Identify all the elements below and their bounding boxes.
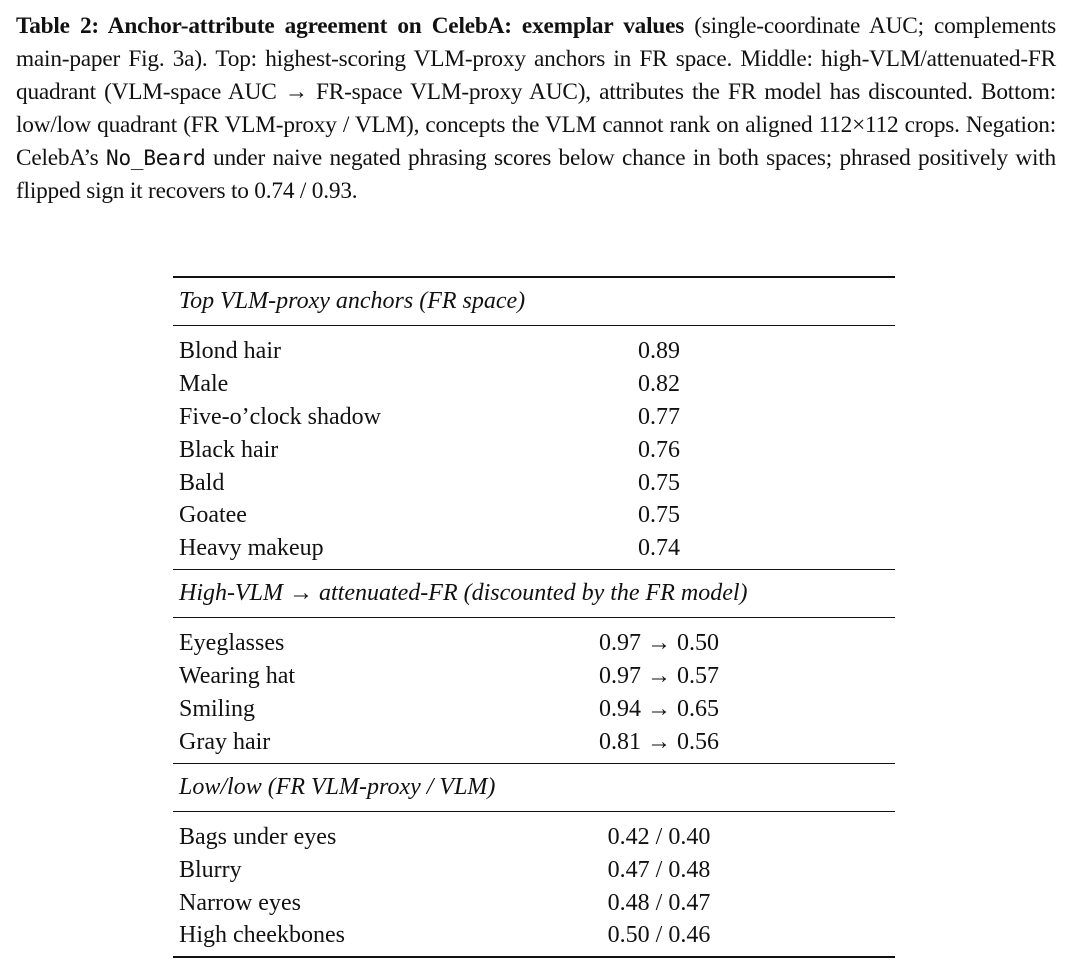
table-row bbox=[173, 532, 895, 565]
caption-body: (single-coordinate AUC; complements main-paper Fig. 3a). Top: highest-scoring VLM-proxy anchors in FR space. Middle: high-VLM/attenuated-FR quadrant (VLM-space AUC → FR-space VLM-proxy AUC), attributes the FR model has discounted. Bottom: low/low quadrant (FR VLM-proxy / VLM), concepts the VLM cannot rank on aligned 112×112 crops. Negation: CelebA’s bbox=[16, 13, 1056, 171]
table-row bbox=[173, 726, 895, 759]
table-row bbox=[173, 335, 895, 368]
attribute-value: 0.75 bbox=[638, 469, 680, 496]
attribute-name: Blond hair bbox=[179, 338, 281, 364]
attribute-name: Wearing hat bbox=[179, 663, 296, 690]
table-row bbox=[173, 660, 895, 693]
section-rows bbox=[173, 812, 895, 957]
section-header: Low/low (FR VLM-proxy / VLM) bbox=[179, 773, 496, 800]
caption-code: No_Beard bbox=[106, 146, 206, 170]
attribute-value: 0.97 → 0.57 bbox=[599, 663, 719, 690]
attribute-name: Goatee bbox=[179, 502, 247, 529]
attribute-value: 0.81 → 0.56 bbox=[599, 728, 719, 755]
table-row bbox=[173, 467, 895, 500]
section-header: Top VLM-proxy anchors (FR space) bbox=[179, 288, 526, 314]
attribute-value: 0.74 bbox=[638, 535, 680, 562]
attribute-value: 0.82 bbox=[638, 370, 680, 397]
table-bottom-rule bbox=[173, 956, 895, 958]
attribute-name: Narrow eyes bbox=[179, 889, 301, 916]
table-row bbox=[173, 401, 895, 434]
caption-title: Table 2: Anchor-attribute agreement on CelebA: exemplar values bbox=[16, 13, 685, 39]
attribute-name: Gray hair bbox=[179, 728, 271, 755]
table-row bbox=[173, 368, 895, 401]
attribute-value: 0.42 / 0.40 bbox=[607, 823, 711, 850]
attribute-name: Eyeglasses bbox=[179, 630, 285, 657]
table-section-middle bbox=[173, 570, 895, 763]
attribute-name: Blurry bbox=[179, 856, 242, 883]
attribute-value: 0.77 bbox=[638, 403, 680, 430]
attribute-value: 0.76 bbox=[638, 436, 680, 463]
attribute-value: 0.97 → 0.50 bbox=[599, 630, 719, 657]
attribute-value: 0.47 / 0.48 bbox=[607, 856, 711, 883]
attribute-name: Bald bbox=[179, 469, 225, 496]
table-row bbox=[173, 499, 895, 532]
table-row bbox=[173, 434, 895, 467]
attribute-value: 0.50 / 0.46 bbox=[607, 922, 711, 949]
table-row bbox=[173, 854, 895, 887]
attribute-value: 0.48 / 0.47 bbox=[607, 889, 711, 916]
caption-body-end: under naive negated phrasing scores below chance in both spaces; phrased positively with flipped sign it recovers to 0.74 / 0.93. bbox=[16, 145, 1056, 204]
attribute-name: High cheekbones bbox=[179, 922, 345, 949]
attribute-name: Bags under eyes bbox=[179, 823, 337, 850]
attribute-name: Heavy makeup bbox=[179, 535, 324, 562]
table-row bbox=[173, 919, 895, 952]
table-section-top bbox=[173, 278, 895, 569]
section-header: High-VLM → attenuated-FR (discounted by the FR model) bbox=[179, 580, 748, 607]
table-row bbox=[173, 821, 895, 854]
attribute-name: Five-o’clock shadow bbox=[179, 403, 381, 430]
table-row bbox=[173, 887, 895, 920]
exemplar-table bbox=[173, 276, 895, 958]
attribute-value: 0.94 → 0.65 bbox=[599, 696, 719, 723]
attribute-name: Smiling bbox=[179, 696, 256, 723]
table-caption bbox=[16, 10, 1056, 208]
table-section-bottom bbox=[173, 764, 895, 957]
attribute-value: 0.89 bbox=[638, 338, 680, 364]
table-row bbox=[173, 627, 895, 660]
attribute-value: 0.75 bbox=[638, 502, 680, 529]
table-row bbox=[173, 693, 895, 726]
attribute-name: Black hair bbox=[179, 436, 279, 463]
attribute-name: Male bbox=[179, 370, 229, 397]
section-rows bbox=[173, 618, 895, 763]
section-rows bbox=[173, 326, 895, 569]
